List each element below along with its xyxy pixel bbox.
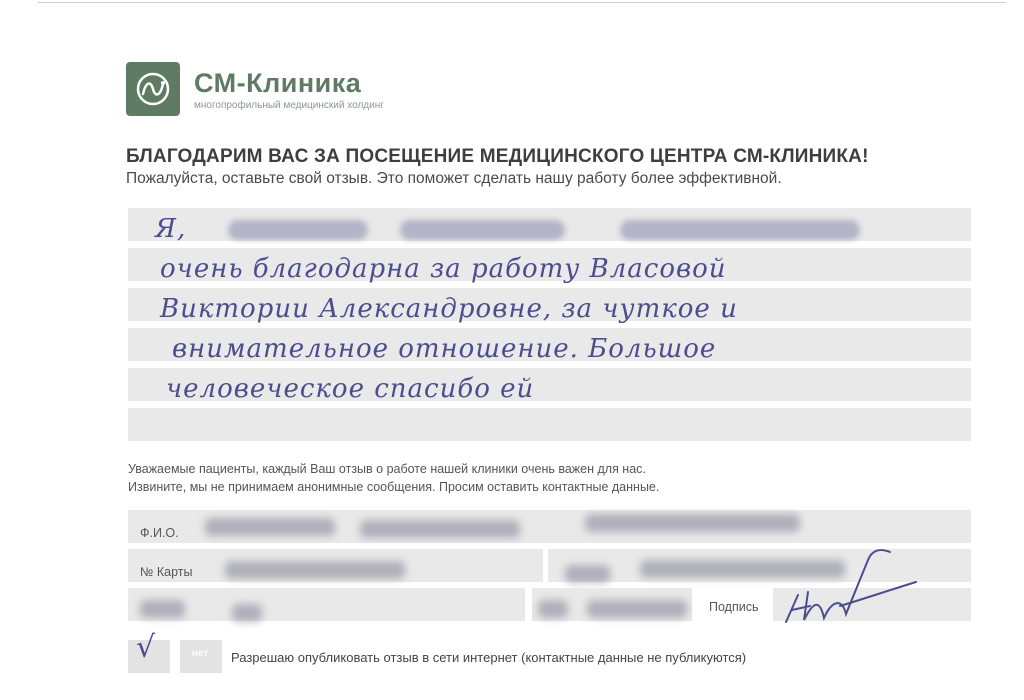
redacted-card-number bbox=[225, 561, 405, 579]
redacted-email-label bbox=[140, 600, 185, 618]
redacted-surname bbox=[228, 220, 368, 240]
review-text-4: внимательное отношение. Большое bbox=[172, 334, 717, 364]
page-title: БЛАГОДАРИМ ВАС ЗА ПОСЕЩЕНИЕ МЕДИЦИНСКОГО ЦЕНТРА СМ-КЛИНИКА! bbox=[126, 146, 869, 167]
review-text-3: Виктории Александровне, за чуткое и bbox=[160, 294, 738, 324]
redacted-first-name bbox=[400, 220, 565, 240]
signature-mark bbox=[780, 540, 920, 640]
review-text-5: человеческое спасибо ей bbox=[166, 374, 535, 404]
review-text-1: Я, bbox=[155, 214, 187, 244]
logo bbox=[126, 62, 384, 116]
top-rule bbox=[38, 2, 1006, 3]
logo-name: СМ-Клиника bbox=[194, 67, 362, 98]
redacted-phone-label bbox=[565, 565, 610, 583]
redacted-date-label bbox=[538, 600, 568, 618]
redacted-patronymic bbox=[620, 220, 860, 240]
consent-yes-mark: √ bbox=[136, 630, 156, 665]
clinic-logo-icon bbox=[126, 62, 180, 116]
review-text-2: очень благодарна за работу Власовой bbox=[160, 254, 727, 284]
redacted-email bbox=[232, 604, 262, 622]
redacted-fio-3 bbox=[585, 514, 800, 532]
page-subtitle: Пожалуйста, оставьте свой отзыв. Это поможет сделать нашу работу более эффективной. bbox=[126, 170, 782, 187]
logo-tagline: многопрофильный медицинский холдинг bbox=[194, 99, 384, 111]
card-number-label: № Карты bbox=[140, 565, 193, 579]
redacted-fio-1 bbox=[205, 518, 335, 536]
fio-label: Ф.И.О. bbox=[140, 526, 179, 540]
email-field[interactable] bbox=[128, 588, 525, 621]
redacted-date bbox=[587, 600, 687, 618]
notice-line-1: Уважаемые пациенты, каждый Ваш отзыв о работе нашей клиники очень важен для нас. bbox=[128, 462, 646, 476]
consent-no-label: нет bbox=[191, 648, 209, 659]
review-line-6[interactable] bbox=[128, 408, 971, 441]
redacted-fio-2 bbox=[360, 520, 520, 538]
notice-line-2: Извините, мы не принимаем анонимные сообщения. Просим оставить контактные данные. bbox=[128, 480, 660, 494]
signature-label: Подпись bbox=[709, 600, 759, 614]
consent-text: Разрешаю опубликовать отзыв в сети интернет (контактные данные не публикуются) bbox=[231, 650, 747, 665]
